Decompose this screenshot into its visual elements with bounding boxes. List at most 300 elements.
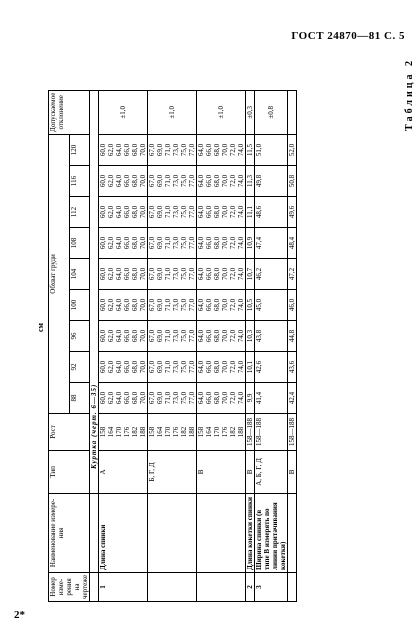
height-value: 176 bbox=[221, 426, 229, 438]
value: 64,0 bbox=[115, 205, 123, 219]
value: 75,0 bbox=[180, 205, 188, 219]
size-header: 92 bbox=[69, 351, 90, 382]
row-tolerance: ±1,0 bbox=[197, 90, 246, 134]
height-value: 164 bbox=[205, 426, 213, 438]
height-value: 170 bbox=[164, 426, 172, 438]
table-wrapper bbox=[48, 90, 297, 602]
value-cell bbox=[246, 196, 255, 227]
value: 68,0 bbox=[131, 298, 139, 312]
value: 10,3 bbox=[246, 329, 254, 343]
value: 77,0 bbox=[188, 205, 196, 219]
value: 67,0 bbox=[148, 267, 156, 281]
value: 67,0 bbox=[148, 205, 156, 219]
size-header: 116 bbox=[69, 165, 90, 196]
value: 70,0 bbox=[221, 267, 229, 281]
value: 70,0 bbox=[221, 360, 229, 374]
value-cell bbox=[148, 320, 197, 351]
value-cell bbox=[246, 258, 255, 289]
value-cell bbox=[255, 165, 288, 196]
value: 45,0 bbox=[255, 298, 263, 312]
value: 74,0 bbox=[237, 143, 245, 157]
height-value: 188 bbox=[139, 426, 147, 438]
value-cell bbox=[148, 196, 197, 227]
value-cell bbox=[197, 351, 246, 382]
row-number bbox=[197, 572, 246, 601]
value: 67,0 bbox=[148, 174, 156, 188]
value: 75,0 bbox=[180, 267, 188, 281]
value-cell bbox=[99, 258, 148, 289]
value: 73,0 bbox=[172, 329, 180, 343]
row-heights bbox=[288, 413, 297, 450]
value: 10,9 bbox=[246, 236, 254, 250]
value: 47,2 bbox=[288, 267, 296, 281]
row-tolerance: ±1,0 bbox=[148, 90, 197, 134]
value: 10,1 bbox=[246, 360, 254, 374]
value: 11,1 bbox=[246, 205, 254, 218]
col-name-header: Наименование измере-ния bbox=[49, 493, 90, 572]
value: 67,0 bbox=[148, 236, 156, 250]
value: 70,0 bbox=[139, 205, 147, 219]
size-header: 104 bbox=[69, 258, 90, 289]
value: 75,0 bbox=[180, 391, 188, 405]
value-cell bbox=[99, 227, 148, 258]
value: 74,0 bbox=[237, 205, 245, 219]
value: 73,0 bbox=[172, 391, 180, 405]
value: 68,0 bbox=[131, 143, 139, 157]
value: 64,0 bbox=[197, 143, 205, 157]
value: 10,7 bbox=[246, 267, 254, 281]
value: 71,0 bbox=[164, 298, 172, 312]
value: 68,0 bbox=[213, 391, 221, 405]
size-header: 88 bbox=[69, 382, 90, 413]
value: 64,0 bbox=[115, 391, 123, 405]
value: 67,0 bbox=[148, 298, 156, 312]
value-cell bbox=[197, 165, 246, 196]
value: 60,0 bbox=[99, 205, 107, 219]
value: 42,6 bbox=[255, 360, 263, 374]
value: 77,0 bbox=[188, 174, 196, 188]
value: 60,0 bbox=[99, 391, 107, 405]
value-cell bbox=[288, 227, 297, 258]
value: 68,0 bbox=[213, 298, 221, 312]
value-cell bbox=[99, 196, 148, 227]
value: 67,0 bbox=[148, 391, 156, 405]
value: 66,0 bbox=[205, 174, 213, 188]
value: 66,0 bbox=[205, 267, 213, 281]
value: 66,0 bbox=[123, 329, 131, 343]
page-footer: 2* bbox=[14, 609, 25, 621]
row-type: В bbox=[197, 450, 246, 493]
value: 75,0 bbox=[180, 143, 188, 157]
col-type-header: Тип bbox=[49, 450, 90, 493]
value-cell bbox=[255, 196, 288, 227]
value-cell bbox=[148, 382, 197, 413]
size-header: 120 bbox=[69, 134, 90, 165]
col-group-header: Обхват груди bbox=[49, 134, 70, 413]
value: 11,5 bbox=[246, 143, 254, 156]
value-cell bbox=[246, 320, 255, 351]
value: 62,0 bbox=[107, 391, 115, 405]
value: 74,0 bbox=[237, 360, 245, 374]
row-heights bbox=[197, 413, 246, 450]
row-name: Ширина спинки (в типе В измерять по линии притачивания кокетки) bbox=[255, 493, 288, 572]
row-number: 1 bbox=[99, 572, 148, 601]
value-cell bbox=[148, 351, 197, 382]
row-heights bbox=[246, 413, 255, 450]
value: 77,0 bbox=[188, 329, 196, 343]
value: 70,0 bbox=[139, 267, 147, 281]
value-cell bbox=[246, 227, 255, 258]
height-value: 158 bbox=[99, 426, 107, 438]
value: 49,6 bbox=[288, 205, 296, 219]
value: 75,0 bbox=[180, 298, 188, 312]
height-value: 182 bbox=[180, 426, 188, 438]
value: 73,0 bbox=[172, 267, 180, 281]
value: 60,0 bbox=[99, 329, 107, 343]
value: 64,0 bbox=[197, 298, 205, 312]
row-name bbox=[197, 493, 246, 572]
value: 11,3 bbox=[246, 174, 254, 187]
value: 74,0 bbox=[237, 298, 245, 312]
value: 77,0 bbox=[188, 298, 196, 312]
value-cell bbox=[197, 134, 246, 165]
value: 64,0 bbox=[197, 236, 205, 250]
value: 66,0 bbox=[205, 391, 213, 405]
col-tol-header: Допускаемое отклонение bbox=[49, 90, 90, 134]
value: 70,0 bbox=[221, 298, 229, 312]
value: 70,0 bbox=[139, 174, 147, 188]
page-header: ГОСТ 24870—81 С. 5 bbox=[291, 30, 405, 42]
row-type: Б, Г, Д bbox=[148, 450, 197, 493]
value-cell bbox=[99, 351, 148, 382]
section-title: Куртка (черт. 6—35) bbox=[90, 90, 99, 493]
table-row bbox=[197, 90, 246, 601]
value: 60,0 bbox=[99, 143, 107, 157]
value: 52,0 bbox=[288, 143, 296, 157]
height-value: 164 bbox=[107, 426, 115, 438]
value: 74,0 bbox=[237, 174, 245, 188]
value-cell bbox=[99, 165, 148, 196]
value: 74,0 bbox=[237, 236, 245, 250]
value: 69,0 bbox=[156, 391, 164, 405]
value-cell bbox=[148, 134, 197, 165]
value: 70,0 bbox=[139, 329, 147, 343]
value: 10,5 bbox=[246, 298, 254, 312]
value: 66,0 bbox=[123, 298, 131, 312]
value: 62,0 bbox=[107, 360, 115, 374]
value-cell bbox=[246, 165, 255, 196]
value: 71,0 bbox=[164, 143, 172, 157]
value: 68,0 bbox=[213, 174, 221, 188]
value-cell bbox=[288, 351, 297, 382]
value: 73,0 bbox=[172, 360, 180, 374]
value: 75,0 bbox=[180, 360, 188, 374]
row-type: А, Б, Г, Д bbox=[255, 450, 288, 493]
value: 64,0 bbox=[115, 174, 123, 188]
value-cell bbox=[288, 165, 297, 196]
value: 66,0 bbox=[123, 360, 131, 374]
height-value: 188 bbox=[237, 426, 245, 438]
value-cell bbox=[255, 258, 288, 289]
value: 74,0 bbox=[237, 391, 245, 405]
value: 77,0 bbox=[188, 360, 196, 374]
col-no-header: Номер изме-рения на чертеже bbox=[49, 572, 90, 601]
value: 70,0 bbox=[139, 391, 147, 405]
value-cell bbox=[148, 258, 197, 289]
value: 68,0 bbox=[213, 329, 221, 343]
measurements-table bbox=[48, 90, 297, 602]
value: 66,0 bbox=[123, 267, 131, 281]
value-cell bbox=[246, 289, 255, 320]
value: 72,0 bbox=[229, 236, 237, 250]
value: 68,0 bbox=[131, 205, 139, 219]
value: 74,0 bbox=[237, 267, 245, 281]
height-value: 170 bbox=[115, 426, 123, 438]
row-name: Длина спинки bbox=[99, 493, 148, 572]
value-cell bbox=[288, 258, 297, 289]
value: 73,0 bbox=[172, 143, 180, 157]
value: 69,0 bbox=[156, 236, 164, 250]
value: 62,0 bbox=[107, 267, 115, 281]
value-cell bbox=[197, 227, 246, 258]
value-cell bbox=[246, 351, 255, 382]
value: 73,0 bbox=[172, 298, 180, 312]
value: 69,0 bbox=[156, 329, 164, 343]
value: 47,4 bbox=[255, 236, 263, 250]
row-tolerance: ±1,0 bbox=[99, 90, 148, 134]
value: 67,0 bbox=[148, 329, 156, 343]
value: 62,0 bbox=[107, 205, 115, 219]
value: 62,0 bbox=[107, 143, 115, 157]
value: 77,0 bbox=[188, 143, 196, 157]
value: 51,0 bbox=[255, 143, 263, 157]
size-header: 112 bbox=[69, 196, 90, 227]
value: 68,0 bbox=[131, 360, 139, 374]
table-row bbox=[288, 90, 297, 601]
value: 70,0 bbox=[139, 236, 147, 250]
value: 64,0 bbox=[115, 267, 123, 281]
value-cell bbox=[148, 165, 197, 196]
value: 72,0 bbox=[229, 174, 237, 188]
value: 62,0 bbox=[107, 236, 115, 250]
value: 72,0 bbox=[229, 267, 237, 281]
value: 70,0 bbox=[221, 205, 229, 219]
value: 70,0 bbox=[221, 236, 229, 250]
value: 75,0 bbox=[180, 174, 188, 188]
table-row bbox=[255, 90, 288, 601]
height-value: 158 bbox=[197, 426, 205, 438]
value: 43,6 bbox=[288, 360, 296, 374]
value: 66,0 bbox=[205, 205, 213, 219]
height-value: 164 bbox=[156, 426, 164, 438]
unit-label: см bbox=[36, 323, 45, 332]
table-row bbox=[148, 90, 197, 601]
value: 71,0 bbox=[164, 205, 172, 219]
value: 64,0 bbox=[115, 329, 123, 343]
row-number: 2 bbox=[246, 572, 255, 601]
value: 72,0 bbox=[229, 391, 237, 405]
value-cell bbox=[288, 320, 297, 351]
value-cell bbox=[255, 227, 288, 258]
value-cell bbox=[246, 134, 255, 165]
value: 48,4 bbox=[288, 236, 296, 250]
value-cell bbox=[197, 289, 246, 320]
value: 43,8 bbox=[255, 329, 263, 343]
height-value: 176 bbox=[123, 426, 131, 438]
value: 69,0 bbox=[156, 298, 164, 312]
col-height-header: Рост bbox=[49, 413, 90, 450]
value: 70,0 bbox=[139, 298, 147, 312]
value: 66,0 bbox=[205, 143, 213, 157]
value: 60,0 bbox=[99, 267, 107, 281]
value: 70,0 bbox=[221, 143, 229, 157]
value: 68,0 bbox=[131, 236, 139, 250]
value: 70,0 bbox=[139, 360, 147, 374]
value: 60,0 bbox=[99, 360, 107, 374]
value: 70,0 bbox=[221, 329, 229, 343]
value: 72,0 bbox=[229, 143, 237, 157]
value: 72,0 bbox=[229, 360, 237, 374]
value: 66,0 bbox=[205, 360, 213, 374]
value: 67,0 bbox=[148, 143, 156, 157]
value: 72,0 bbox=[229, 205, 237, 219]
value: 70,0 bbox=[221, 391, 229, 405]
value: 64,0 bbox=[115, 143, 123, 157]
value: 71,0 bbox=[164, 391, 172, 405]
value: 70,0 bbox=[139, 143, 147, 157]
value: 46,2 bbox=[255, 267, 263, 281]
value-cell bbox=[288, 289, 297, 320]
value: 75,0 bbox=[180, 236, 188, 250]
value: 77,0 bbox=[188, 236, 196, 250]
table-title: Таблица 2 bbox=[404, 58, 415, 131]
value: 68,0 bbox=[131, 174, 139, 188]
value: 66,0 bbox=[123, 391, 131, 405]
value: 62,0 bbox=[107, 329, 115, 343]
value-cell bbox=[255, 134, 288, 165]
value-cell bbox=[288, 134, 297, 165]
row-type: В bbox=[288, 450, 297, 493]
value: 50,8 bbox=[288, 174, 296, 188]
value: 72,0 bbox=[229, 298, 237, 312]
value: 48,6 bbox=[255, 205, 263, 219]
value: 64,0 bbox=[197, 267, 205, 281]
row-type: В bbox=[246, 450, 255, 493]
value: 46,0 bbox=[288, 298, 296, 312]
value: 68,0 bbox=[213, 360, 221, 374]
value: 68,0 bbox=[213, 236, 221, 250]
value: 68,0 bbox=[131, 391, 139, 405]
value: 72,0 bbox=[229, 329, 237, 343]
value-cell bbox=[197, 382, 246, 413]
value: 66,0 bbox=[205, 329, 213, 343]
value: 68,0 bbox=[213, 143, 221, 157]
value-cell bbox=[99, 134, 148, 165]
row-number: 3 bbox=[255, 572, 288, 601]
row-type: А bbox=[99, 450, 148, 493]
value: 68,0 bbox=[213, 205, 221, 219]
value-cell bbox=[255, 289, 288, 320]
section-row bbox=[90, 90, 99, 601]
value: 66,0 bbox=[123, 174, 131, 188]
row-tolerance: ±0,8 bbox=[255, 90, 288, 134]
table-row bbox=[246, 90, 255, 601]
value-cell bbox=[288, 382, 297, 413]
value: 60,0 bbox=[99, 174, 107, 188]
value: 9,9 bbox=[246, 393, 254, 403]
value-cell bbox=[197, 258, 246, 289]
value: 71,0 bbox=[164, 329, 172, 343]
value: 71,0 bbox=[164, 236, 172, 250]
height-value: 158 bbox=[148, 426, 156, 438]
value-cell bbox=[255, 320, 288, 351]
value: 70,0 bbox=[221, 174, 229, 188]
value: 73,0 bbox=[172, 205, 180, 219]
row-name: Длина кокетки спинки bbox=[246, 493, 255, 572]
value: 64,0 bbox=[115, 236, 123, 250]
value: 64,0 bbox=[197, 205, 205, 219]
value: 69,0 bbox=[156, 174, 164, 188]
value: 71,0 bbox=[164, 174, 172, 188]
value: 66,0 bbox=[123, 143, 131, 157]
value: 64,0 bbox=[197, 329, 205, 343]
value-cell bbox=[99, 382, 148, 413]
value: 66,0 bbox=[123, 236, 131, 250]
value: 60,0 bbox=[99, 298, 107, 312]
height-value: 182 bbox=[229, 426, 237, 438]
row-heights bbox=[255, 413, 288, 450]
height-value: 170 bbox=[213, 426, 221, 438]
row-heights bbox=[148, 413, 197, 450]
value: 42,4 bbox=[288, 391, 296, 405]
value: 66,0 bbox=[123, 205, 131, 219]
value: 64,0 bbox=[115, 298, 123, 312]
value: 66,0 bbox=[205, 298, 213, 312]
value-cell bbox=[197, 196, 246, 227]
row-tolerance bbox=[288, 90, 297, 134]
size-header: 100 bbox=[69, 289, 90, 320]
value: 60,0 bbox=[99, 236, 107, 250]
value: 68,0 bbox=[131, 329, 139, 343]
value: 68,0 bbox=[131, 267, 139, 281]
row-heights bbox=[99, 413, 148, 450]
value: 71,0 bbox=[164, 267, 172, 281]
value: 62,0 bbox=[107, 174, 115, 188]
row-name bbox=[148, 493, 197, 572]
value: 41,4 bbox=[255, 391, 263, 405]
value-cell bbox=[197, 320, 246, 351]
size-header: 96 bbox=[69, 320, 90, 351]
value: 69,0 bbox=[156, 143, 164, 157]
value-cell bbox=[288, 196, 297, 227]
height-value: 188 bbox=[188, 426, 196, 438]
value: 66,0 bbox=[205, 236, 213, 250]
value: 77,0 bbox=[188, 267, 196, 281]
rotated-table-area bbox=[30, 42, 390, 602]
row-name bbox=[288, 493, 297, 572]
value: 77,0 bbox=[188, 391, 196, 405]
value-cell bbox=[99, 289, 148, 320]
value-cell bbox=[148, 289, 197, 320]
value: 64,0 bbox=[115, 360, 123, 374]
height-value: 158—188 bbox=[255, 417, 263, 446]
value-cell bbox=[255, 382, 288, 413]
value: 62,0 bbox=[107, 298, 115, 312]
height-value: 158—188 bbox=[288, 417, 296, 446]
row-number bbox=[288, 572, 297, 601]
height-value: 176 bbox=[172, 426, 180, 438]
value: 73,0 bbox=[172, 174, 180, 188]
